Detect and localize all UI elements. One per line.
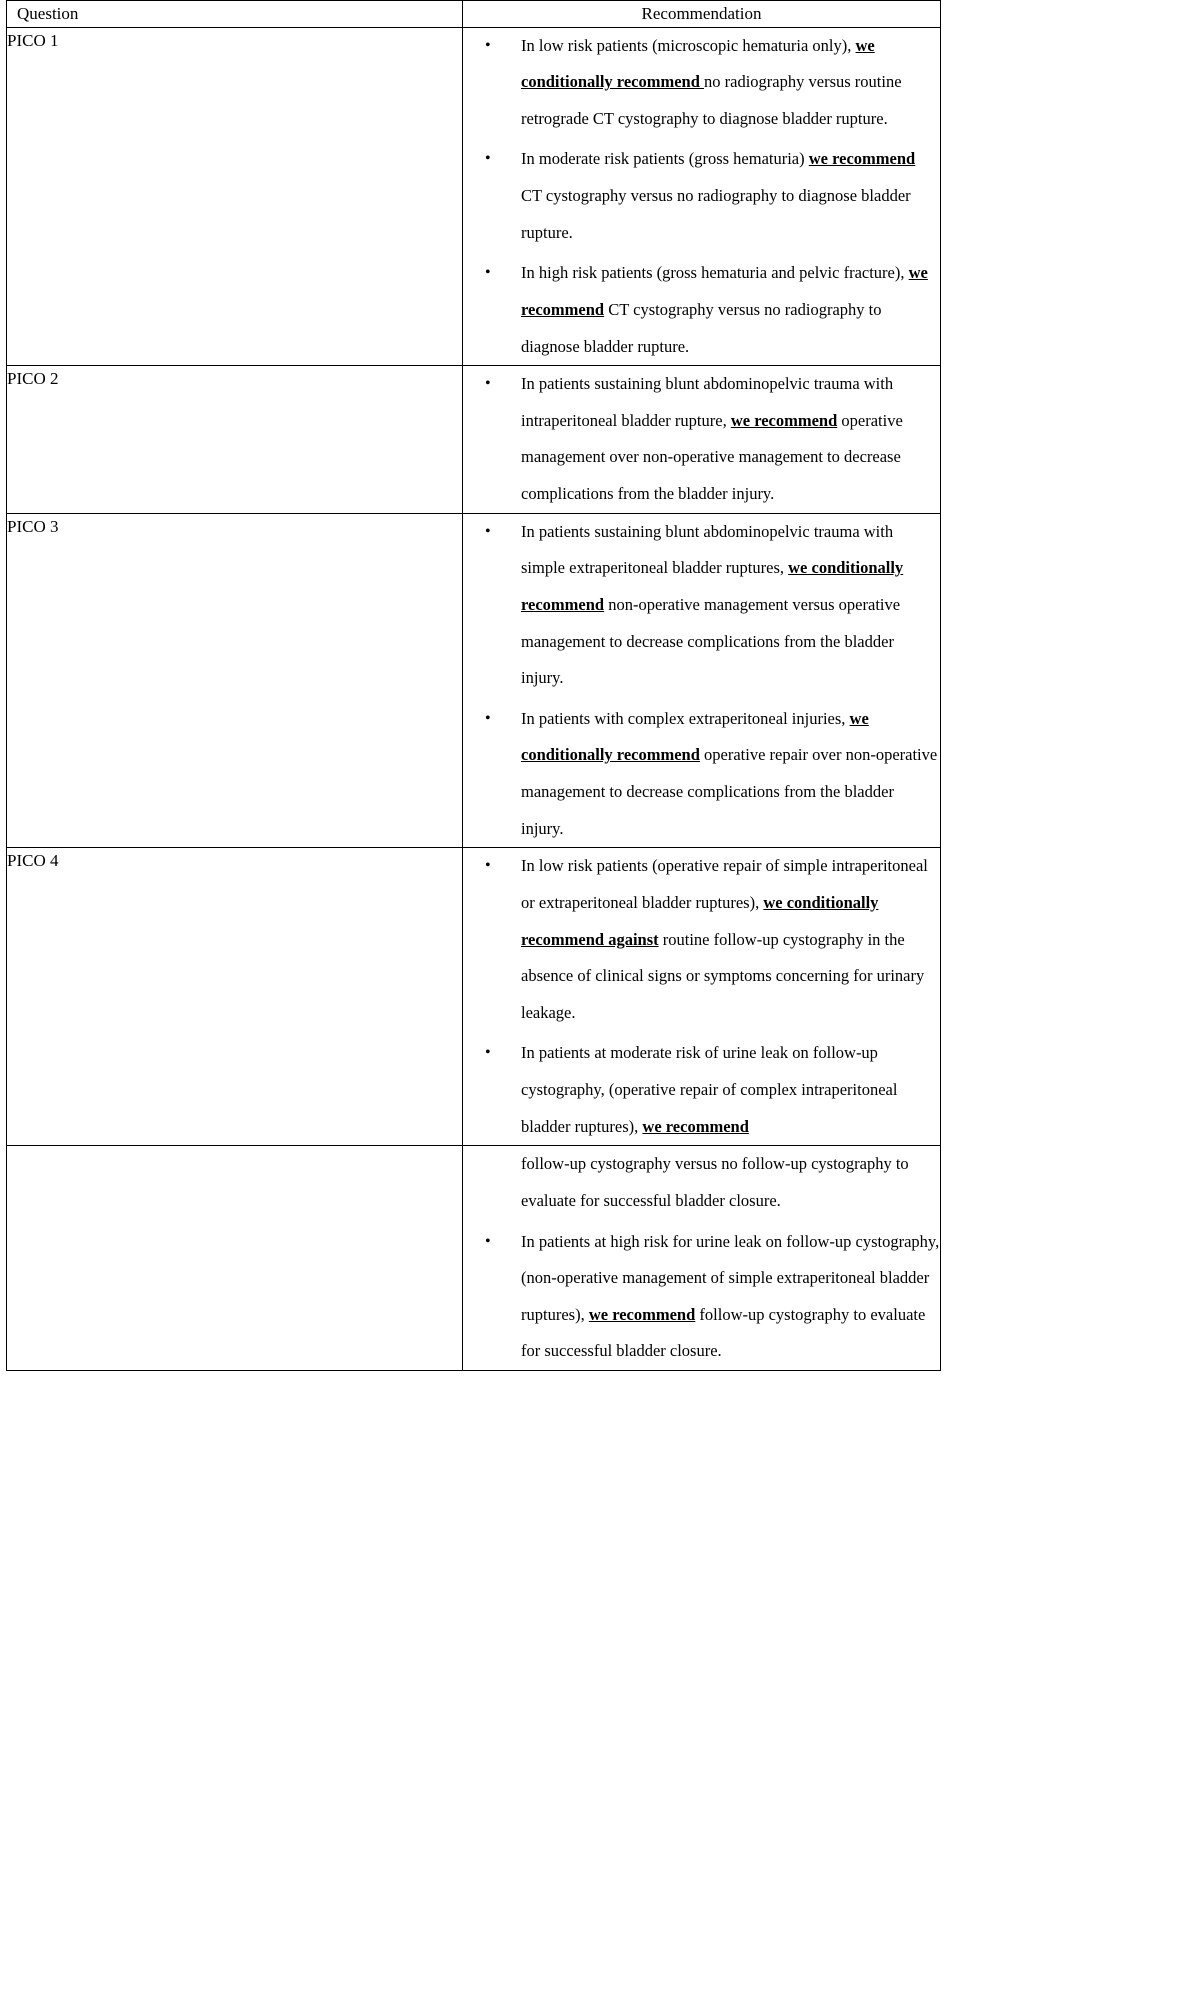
emphasised-recommendation-phrase: we recommend [588, 1304, 696, 1324]
column-header-recommendation: Recommendation [463, 1, 941, 28]
recommendation-list [463, 848, 940, 1145]
question-cell [7, 366, 463, 514]
emphasised-recommendation-phrase: we recommend [521, 263, 928, 319]
recommendation-cell [463, 513, 941, 848]
recommendation-item: • In high risk patients (gross hematuria and pelvic fracture), we recommend CT cystography versus no radiography to diagnose bladder rupture. [521, 255, 940, 365]
question-label: PICO 1 [7, 30, 59, 50]
question-cell [7, 1146, 463, 1371]
question-label: PICO 3 [7, 516, 59, 536]
emphasised-recommendation-phrase: we recommend [642, 1116, 749, 1136]
question-label: PICO 4 [7, 851, 59, 871]
table-header-row [7, 1, 941, 28]
emphasised-recommendation-phrase: we conditionally recommend [521, 708, 869, 765]
emphasised-recommendation-phrase: we conditionally recommend [521, 558, 904, 614]
recommendation-list [463, 1224, 940, 1371]
question-cell [7, 848, 463, 1146]
recommendation-continuation: follow-up cystography versus no follow-up cystography to evaluate for successful bladder closure. [521, 1154, 909, 1210]
recommendation-item: • In patients at high risk for urine leak on follow-up cystography, (non-operative management of simple extraperitoneal bladder ruptures), we recommend follow-up cystography to evaluate for successful bladder closure. [521, 1224, 940, 1371]
column-header-question: Question [7, 1, 463, 28]
recommendation-cell [463, 366, 941, 514]
recommendation-list [463, 514, 940, 848]
question-cell [7, 27, 463, 366]
question-label: PICO 2 [7, 369, 59, 389]
emphasised-recommendation-phrase: we conditionally recommend [521, 35, 875, 92]
emphasised-recommendation-phrase: we conditionally recommend against [521, 892, 879, 949]
recommendation-list [463, 366, 940, 513]
table-row [7, 513, 941, 848]
recommendation-item: • In patients sustaining blunt abdominopelvic trauma with simple extraperitoneal bladder ruptures, we conditionally recommend non-operative management versus operative management to decrease complications from the bladder injury. [521, 514, 940, 697]
recommendation-item: • In patients with complex extraperitoneal injuries, we conditionally recommend operative repair over non-operative management to decrease complications from the bladder injury. [521, 701, 940, 848]
table-row [7, 27, 941, 366]
table-row [7, 848, 941, 1146]
recommendations-table [6, 0, 941, 1371]
recommendation-item: • In low risk patients (operative repair of simple intraperitoneal or extraperitoneal bladder ruptures), we conditionally recommend against routine follow-up cystography in the absence of clinical signs or symptoms concerning for urinary leakage. [521, 848, 940, 1031]
recommendation-list [463, 28, 940, 366]
recommendation-cell [463, 27, 941, 366]
recommendation-cell [463, 1146, 941, 1371]
recommendation-item: • In moderate risk patients (gross hematuria) we recommend CT cystography versus no radiography to diagnose bladder rupture. [521, 141, 940, 251]
table-header [7, 1, 941, 28]
recommendation-item: • In low risk patients (microscopic hematuria only), we conditionally recommend no radiography versus routine retrograde CT cystography to diagnose bladder rupture. [521, 28, 940, 138]
recommendation-item: • In patients at moderate risk of urine leak on follow-up cystography, (operative repair of complex intraperitoneal bladder ruptures), we recommend [521, 1035, 940, 1145]
emphasised-recommendation-phrase: we recommend [808, 149, 916, 169]
question-cell [7, 513, 463, 848]
emphasised-recommendation-phrase: we recommend [730, 410, 838, 430]
recommendation-cell [463, 848, 941, 1146]
recommendation-item: • In patients sustaining blunt abdominopelvic trauma with intraperitoneal bladder rupture, we recommend operative management over non-operative management to decrease complications from the bladder injury. [521, 366, 940, 513]
table-row [7, 366, 941, 514]
table-body [7, 27, 941, 1371]
table-row [7, 1146, 941, 1371]
